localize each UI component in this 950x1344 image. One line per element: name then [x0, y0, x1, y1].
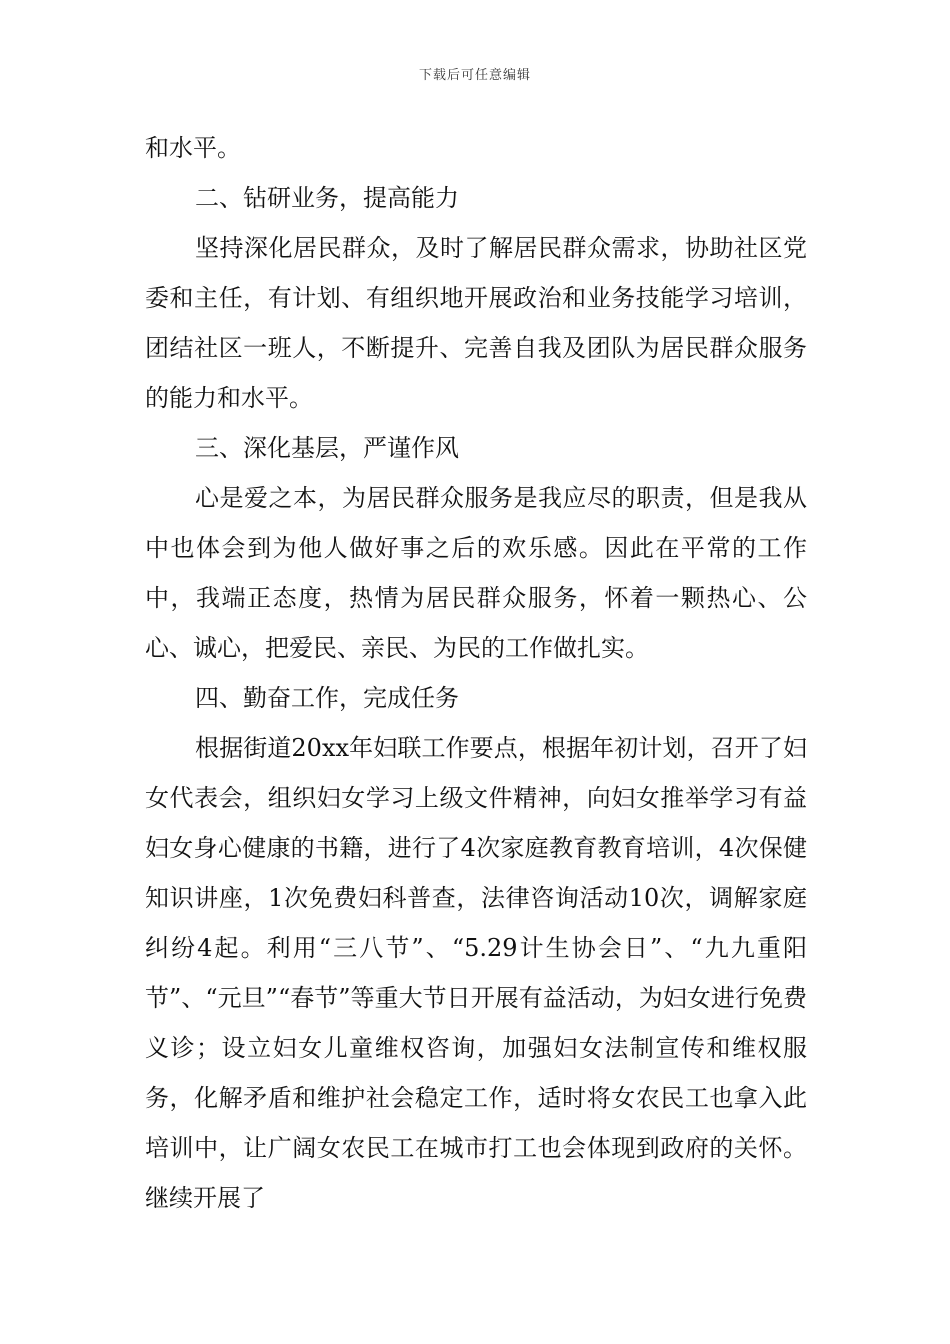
document-body — [145, 123, 807, 1223]
section-heading-2: 二、钻研业务，提高能力 — [195, 184, 459, 212]
paragraph-body: 心是爱之本，为居民群众服务是我应尽的职责，但是我从中也体会到为他人做好事之后的欢乐感。因此在平常的工作中，我端正态度，热情为居民群众服务，怀着一颗热心、公心、诚心，把爱民、亲民、为民的工作做扎实。 — [145, 484, 807, 662]
paragraph-body: 坚持深化居民群众，及时了解居民群众需求，协助社区党委和主任，有计划、有组织地开展政治和业务技能学习培训，团结社区一班人，不断提升、完善自我及团队为居民群众服务的能力和水平。 — [145, 234, 807, 412]
paragraph-continuation: 和水平。 — [145, 134, 241, 162]
section-heading-3: 三、深化基层，严谨作风 — [195, 434, 459, 462]
page-header-note: 下载后可任意编辑 — [418, 68, 531, 83]
section-heading-4: 四、勤奋工作，完成任务 — [195, 684, 459, 712]
paragraph-body: 根据街道20xx年妇联工作要点，根据年初计划，召开了妇女代表会，组织妇女学习上级文件精神，向妇女推举学习有益妇女身心健康的书籍，进行了4次家庭教育教育培训，4次保健知识讲座，1次免费妇科普查，法律咨询活动10次，调解家庭纠纷4起。利用“三八节”、“5.29计生协会日”、“九九重阳节”、“元旦”“春节”等重大节日开展有益活动，为妇女进行免费义诊；设立妇女儿童维权咨询，加强妇女法制宣传和维权服务，化解矛盾和维护社会稳定工作，适时将女农民工也拿入此培训中，让广阔女农民工在城市打工也会体现到政府的关怀。继续开展了 — [145, 734, 807, 1212]
